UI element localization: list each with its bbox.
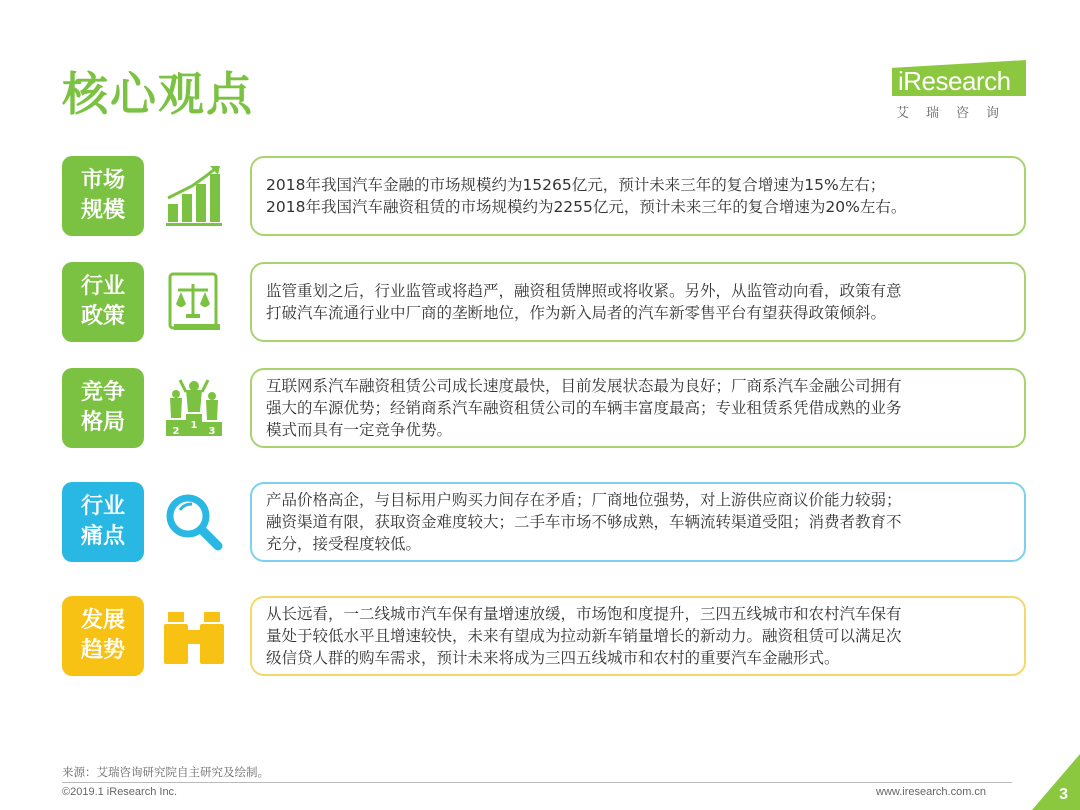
website-url: www.iresearch.com.cn — [876, 786, 987, 798]
law-book-icon — [162, 270, 226, 334]
row-label-badge: 竞争格局 — [62, 368, 144, 448]
row-pain-points — [62, 482, 1028, 562]
row-text-line: 强大的车源优势；经销商系汽车融资租赁公司的车辆丰富度最高；专业租赁系凭借成熟的业务 — [266, 399, 902, 417]
row-text-line: 充分，接受程度较低。 — [266, 535, 422, 553]
row-text-box — [250, 482, 1026, 562]
row-label-badge: 发展趋势 — [62, 596, 144, 676]
logo-subtitle: 艾瑞咨询 — [896, 106, 1017, 121]
row-competition — [62, 368, 1028, 448]
podium-second: 2 — [172, 426, 180, 437]
binoculars-icon — [162, 604, 226, 668]
logo-brand: iResearch — [898, 66, 1011, 96]
row-market-size — [62, 156, 1028, 236]
page-number: 3 — [1059, 786, 1068, 803]
row-text-line: 2018年我国汽车融资租赁的市场规模约为2255亿元，预计未来三年的复合增速为20%左右。 — [266, 198, 907, 216]
podium-third: 3 — [208, 426, 216, 437]
iresearch-logo — [892, 60, 1032, 124]
copyright: ©2019.1 iResearch Inc. — [62, 786, 178, 798]
row-text-line: 监管重划之后，行业监管或将趋严，融资租赁牌照或将收紧。另外，从监管动向看，政策有意 — [266, 282, 902, 300]
row-text-line: 互联网系汽车融资租赁公司成长速度最快，目前发展状态最为良好；厂商系汽车金融公司拥有 — [266, 377, 902, 395]
row-text-line: 量处于较低水平且增速较快，未来有望成为拉动新车销量增长的新动力。融资租赁可以满足次 — [266, 627, 902, 645]
row-text-box — [250, 156, 1026, 236]
row-text-line: 产品价格高企，与目标用户购买力间存在矛盾；厂商地位强势，对上游供应商议价能力较弱； — [266, 491, 902, 509]
podium-first: 1 — [190, 420, 198, 431]
row-text-line: 模式而具有一定竞争优势。 — [266, 421, 453, 439]
row-label-badge: 市场规模 — [62, 156, 144, 236]
row-text-box — [250, 262, 1026, 342]
row-text-line: 融资渠道有限，获取资金难度较大；二手车市场不够成熟，车辆流转渠道受阻；消费者教育不 — [266, 513, 902, 531]
bar-chart-icon — [162, 164, 226, 228]
row-text-line: 2018年我国汽车金融的市场规模约为15265亿元，预计未来三年的复合增速为15%左右； — [266, 176, 886, 194]
row-text-line: 级信贷人群的购车需求，预计未来将成为三四五线城市和农村的重要汽车金融形式。 — [266, 649, 840, 667]
magnifier-icon — [162, 490, 226, 554]
row-text-line: 从长远看，一二线城市汽车保有量增速放缓，市场饱和度提升，三四五线城市和农村汽车保有 — [266, 605, 902, 623]
row-trend — [62, 596, 1028, 676]
row-text-box — [250, 368, 1026, 448]
source-note: 来源：艾瑞咨询研究院自主研究及绘制。 — [62, 765, 269, 779]
row-text-box — [250, 596, 1026, 676]
corner-decoration — [1032, 754, 1080, 810]
row-text-line: 打破汽车流通行业中厂商的垄断地位，作为新入局者的汽车新零售平台有望获得政策倾斜。 — [266, 304, 887, 322]
page-title: 核心观点 — [62, 67, 254, 121]
row-label-badge: 行业痛点 — [62, 482, 144, 562]
podium-icon — [162, 376, 226, 440]
row-industry-policy — [62, 262, 1028, 342]
footer-divider — [62, 782, 1012, 783]
row-label-badge: 行业政策 — [62, 262, 144, 342]
